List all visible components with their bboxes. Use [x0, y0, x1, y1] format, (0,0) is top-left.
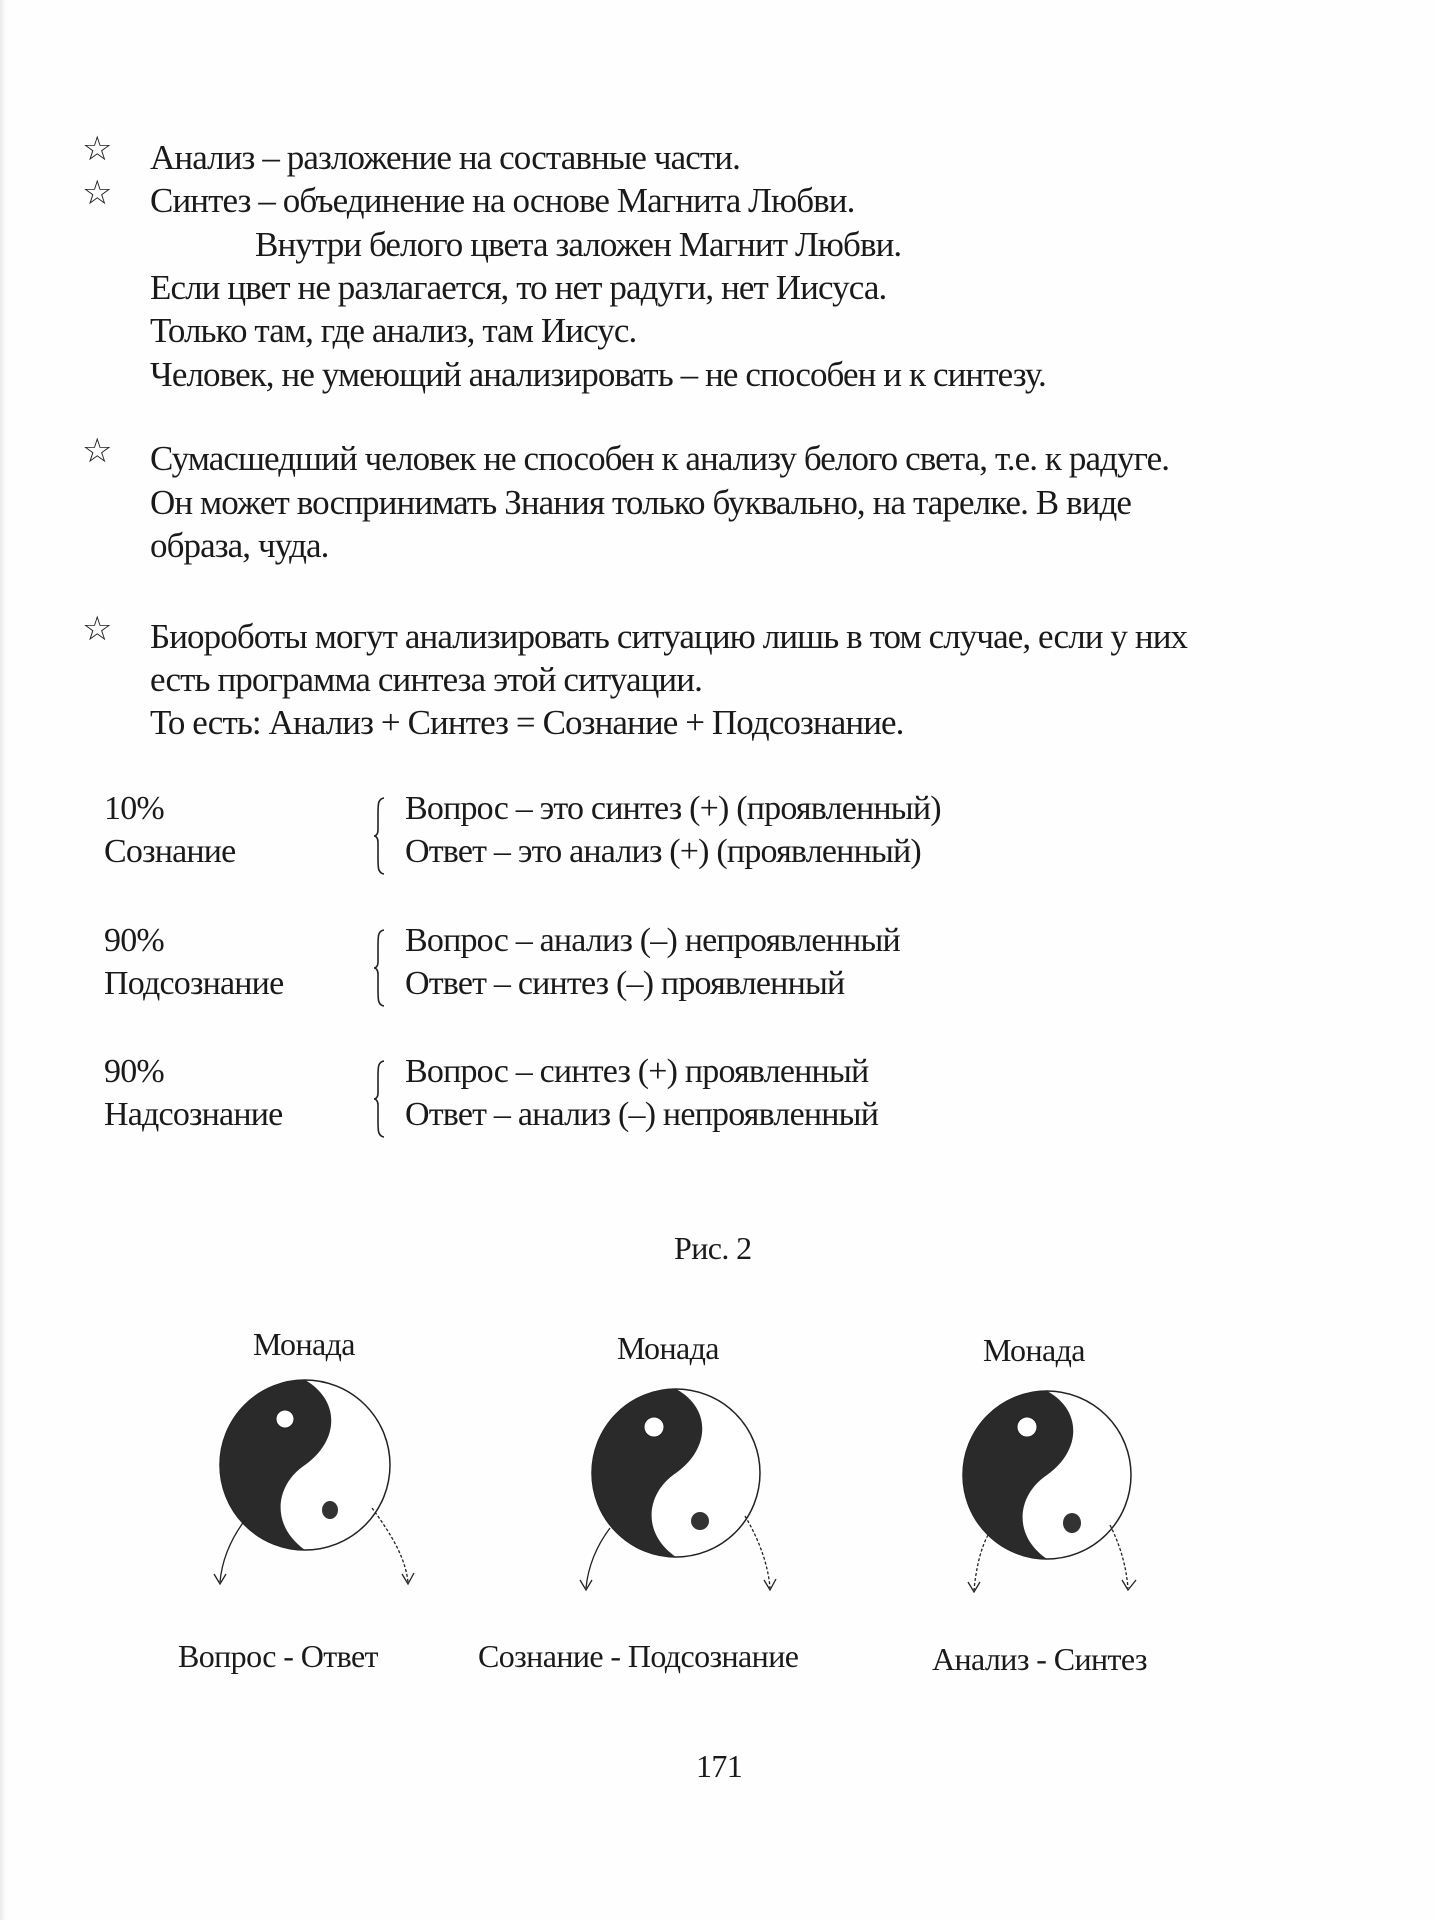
yin-yang-icon — [200, 1370, 430, 1600]
level-1-name: Сознание — [104, 833, 236, 870]
monad-3-label: Монада — [983, 1332, 1085, 1368]
yin-yang-icon — [570, 1378, 800, 1608]
monad-2-label: Монада — [617, 1330, 719, 1366]
level-1-percent: 10% — [104, 790, 164, 827]
level-2-name: Подсознание — [104, 965, 284, 1002]
level-3-answer: Ответ – анализ (–) непроявленный — [405, 1096, 879, 1133]
page-number: 171 — [696, 1748, 743, 1784]
brace-icon — [372, 928, 386, 1008]
bullet-2-line-3: Если цвет не разлагается, то нет радуги, нет Иисуса. — [150, 268, 887, 307]
level-1-answer: Ответ – это анализ (+) (проявленный) — [405, 833, 921, 870]
yin-yang-icon — [940, 1380, 1170, 1610]
star-bullet-icon: ☆ — [82, 129, 113, 169]
figure-caption: Рис. 2 — [674, 1230, 752, 1266]
bullet-1-line-1: Анализ – разложение на составные части. — [150, 138, 740, 177]
bullet-4-line-2: есть программа синтеза этой ситуации. — [150, 660, 702, 699]
level-2-percent: 90% — [104, 922, 164, 959]
monad-3-caption: Анализ - Синтез — [932, 1641, 1147, 1677]
level-3-name: Надсознание — [104, 1096, 283, 1133]
star-bullet-icon: ☆ — [82, 173, 113, 213]
bullet-2-line-5: Человек, не умеющий анализировать – не способен и к синтезу. — [150, 355, 1046, 394]
level-3-percent: 90% — [104, 1053, 164, 1090]
bullet-3-line-2: Он может воспринимать Знания только буквально, на тарелке. В виде — [150, 483, 1132, 522]
level-1-question: Вопрос – это синтез (+) (проявленный) — [405, 790, 941, 827]
bullet-3-line-1: Сумасшедший человек не способен к анализу белого света, т.е. к радуге. — [150, 439, 1170, 478]
bullet-3-line-3: образа, чуда. — [150, 526, 329, 565]
brace-icon — [372, 1059, 386, 1139]
bullet-2-line-1: Синтез – объединение на основе Магнита Любви. — [150, 181, 855, 220]
monad-2-caption: Сознание - Подсознание — [478, 1638, 799, 1674]
star-bullet-icon: ☆ — [82, 609, 113, 649]
bullet-2-line-2: Внутри белого цвета заложен Магнит Любви. — [255, 225, 902, 264]
level-3-question: Вопрос – синтез (+) проявленный — [405, 1053, 869, 1090]
level-2-answer: Ответ – синтез (–) проявленный — [405, 965, 845, 1002]
bullet-2-line-4: Только там, где анализ, там Иисус. — [150, 311, 637, 350]
page-edge-shadow — [0, 0, 6, 1920]
star-bullet-icon: ☆ — [82, 431, 113, 471]
bullet-4-line-3: То есть: Анализ + Синтез = Сознание + Подсознание. — [150, 703, 904, 742]
level-2-question: Вопрос – анализ (–) непроявленный — [405, 922, 900, 959]
brace-icon — [372, 796, 386, 876]
bullet-4-line-1: Биороботы могут анализировать ситуацию лишь в том случае, если у них — [150, 617, 1188, 656]
monad-1-caption: Вопрос - Ответ — [178, 1638, 378, 1674]
monad-1-label: Монада — [253, 1326, 355, 1362]
